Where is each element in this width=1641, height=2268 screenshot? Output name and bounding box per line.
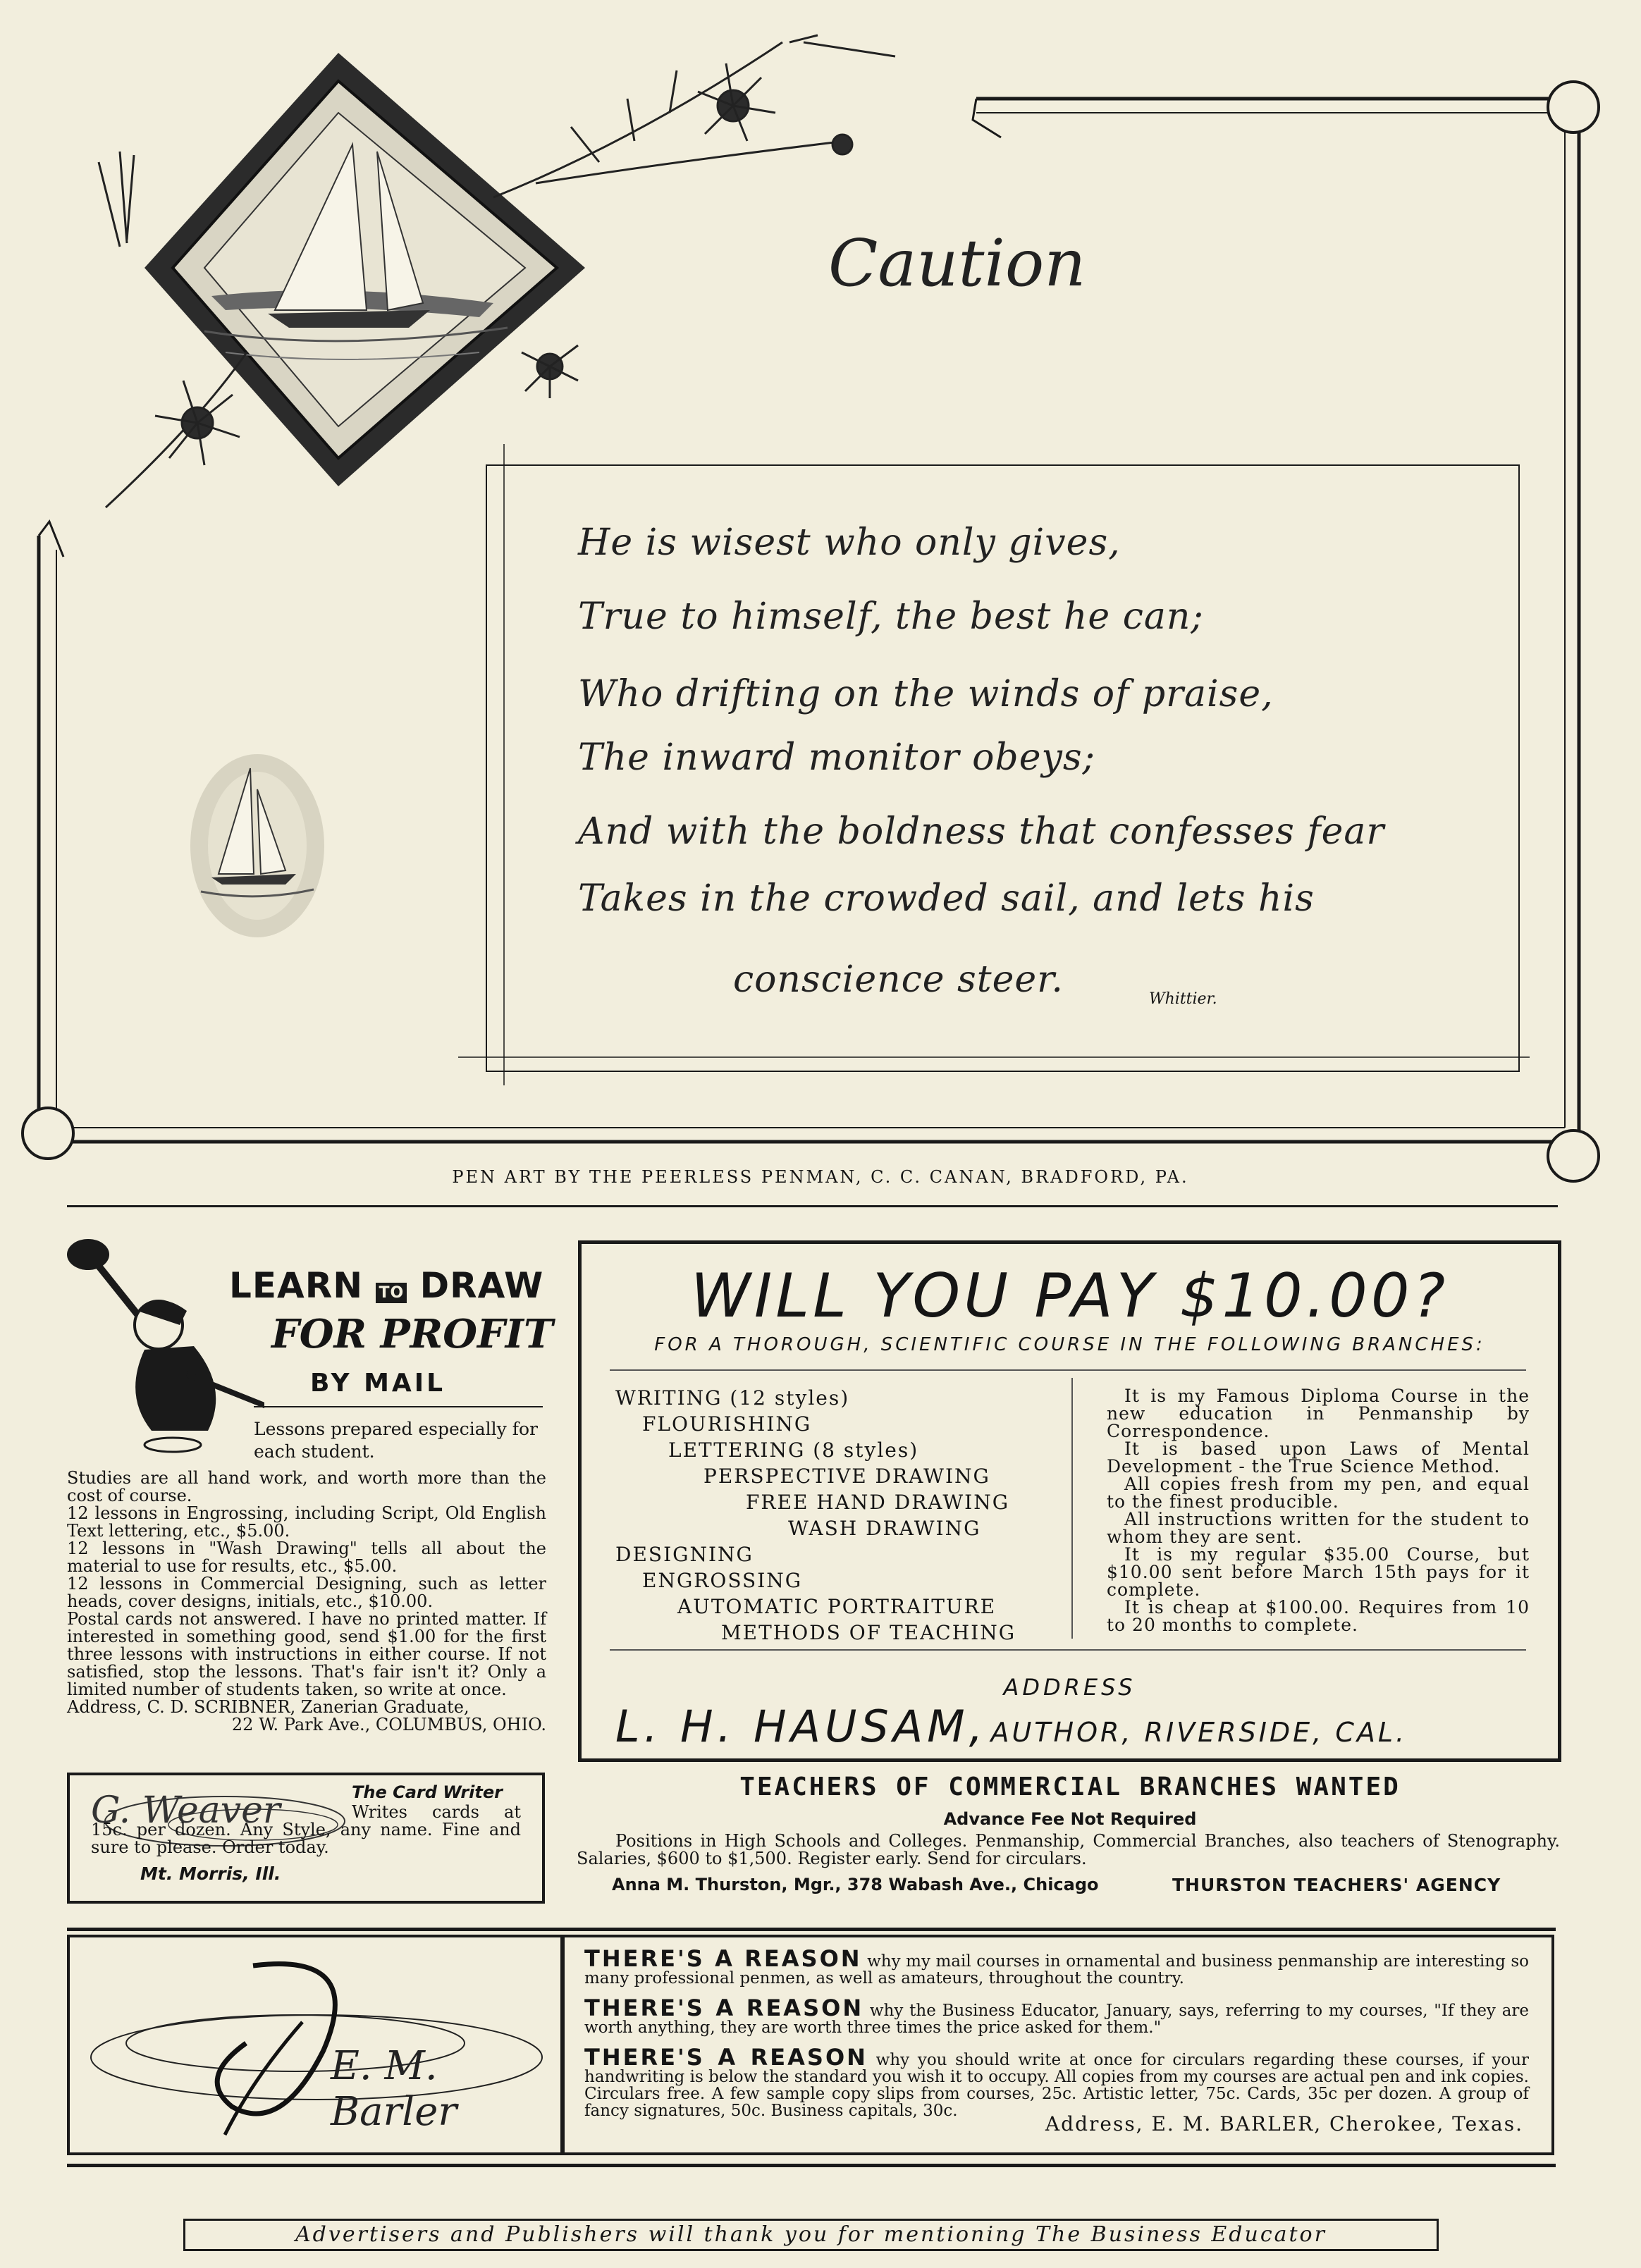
hausam-ad [578,1240,1561,1762]
card-writer-ad [67,1773,545,1904]
teachers-ad [577,1773,1563,1903]
poem-line: The inward monitor obeys; [578,737,1096,779]
scribner-paragraph: 12 lessons in Commercial Designing, such as letter heads, cover designs, initials, etc., $10.00. [67,1574,546,1611]
description-paragraph: It is based upon Laws of Mental Development - the True Science Method. [1107,1438,1530,1477]
branch-item: WASH DRAWING [788,1517,981,1540]
sailboat-oval-vignette [190,754,324,937]
poem-line: Who drifting on the winds of praise, [578,673,1274,715]
barler-signature: E. M. Barler [331,2043,457,2135]
teachers-text: Positions in High Schools and Colleges. Penmanship, Commercial Branches, also teachers of Stenography. Salaries, $600 to $1,500. Register early. Send for circulars. [577,1831,1560,1868]
barler-ad [67,1928,1556,2167]
scribner-paragraph: 12 lessons in "Wash Drawing" tells all about the material to use for results, etc., $5.00. [67,1539,546,1576]
poem-line: conscience steer. [733,959,1064,1001]
card-sample-signature: G. Weaver [91,1789,281,1832]
hausam-description [1107,1387,1530,1634]
description-paragraph: It is cheap at $100.00. Requires from 10 to 20 months to complete. [1107,1597,1530,1635]
learn-title: LEARN [229,1265,364,1306]
hausam-rule [610,1369,1526,1371]
scribner-paragraph: Postal cards not answered. I have no printed matter. If interested in something good, send $1.00 for the first three lessons with instructions in either course. If not satisfied, stop the lessons. That's fair isn't it? Only a limited number of students taken, so write at once. [67,1609,546,1699]
barler-text-panel [560,1935,1554,2155]
description-paragraph: It is my Famous Diploma Course in the new education in Penmanship by Correspondence. [1107,1386,1530,1441]
branch-item: DESIGNING [615,1543,754,1566]
hausam-address [615,1701,1407,1752]
reason-item [584,1945,1529,1987]
title-rule [254,1406,543,1407]
poem-line: And with the boldness that confesses fear [578,811,1385,853]
reason-item [584,1995,1530,2037]
poem-line: True to himself, the best he can; [578,596,1204,638]
hausam-name: L. H. HAUSAM, [615,1701,988,1752]
branch-item: LETTERING (8 styles) [668,1438,919,1462]
branch-item: PERSPECTIVE DRAWING [703,1465,990,1488]
reason-text: why you should write at once for circulars regarding these courses, if your handwriting is below the standard you wish it to occupy. All copies from my courses are actual pen and ink copies. Circulars free. A few sample copy slips from courses, 25c. Artistic letter, 75c. Cards, 35c per dozen. A group of fancy signatures, 50c. Business capitals, 30c. [584,2051,1529,2120]
branch-item: AUTOMATIC PORTRAITURE [677,1595,997,1618]
section-divider [67,1205,1558,1207]
branch-item: ENGROSSING [642,1569,803,1592]
card-writer-title: The Card Writer [352,1782,503,1802]
reason-lead: THERE'S A REASON [584,2044,868,2071]
draw-title: DRAW [419,1265,544,1306]
pen-art-caption: PEN ART BY THE PEERLESS PENMAN, C. C. CANAN, BRADFORD, PA. [452,1167,1189,1187]
scribner-address: Address, C. D. SCRIBNER, Zanerian Graduate, [67,1697,469,1717]
teachers-subhead: Advance Fee Not Required [943,1809,1197,1829]
scribner-paragraph: Studies are all hand work, and worth more than the cost of course. [67,1468,546,1505]
hausam-location: AUTHOR, RIVERSIDE, CAL. [990,1717,1408,1748]
barler-address: Address, E. M. BARLER, Cherokee, Texas. [1045,2112,1523,2136]
teachers-headline: TEACHERS OF COMMERCIAL BRANCHES WANTED [739,1773,1401,1801]
description-paragraph: All copies fresh from my pen, and equal to the finest producible. [1107,1474,1530,1512]
by-mail-title: BY MAIL [310,1369,446,1398]
hausam-rule [610,1649,1526,1651]
reason-item [584,2044,1529,2120]
scribner-body [67,1469,546,1734]
description-paragraph: It is my regular $35.00 Course, but $10.00 sent before March 15th pays for it complete. [1107,1544,1530,1600]
reason-text: why the Business Educator, January, says, referring to my courses, "If they are worth anything, they are worth three times the price asked for them." [584,2002,1530,2037]
scribner-paragraph: 12 lessons in Engrossing, including Script, Old English Text lettering, etc., $5.00. [67,1503,546,1541]
teachers-agency: THURSTON TEACHERS' AGENCY [1172,1875,1501,1895]
footer-text: Advertisers and Publishers will thank you for mentioning The Business Educator [295,2222,1327,2247]
scribner-ad [67,1233,553,1755]
for-profit-title: FOR PROFIT [271,1311,553,1357]
hausam-subhead: FOR A THOROUGH, SCIENTIFIC COURSE IN THE FOLLOWING BRANCHES: [654,1334,1485,1355]
hausam-column-divider [1071,1378,1073,1639]
card-writer-text: Writes cards at 15c. per dozen. Any Style, any name. Fine and sure to please. Order today. [91,1802,521,1857]
to-title: TO [376,1283,407,1303]
hausam-headline: WILL YOU PAY $10.00? [690,1261,1449,1331]
scribner-intro: Lessons prepared especially for each student. [254,1419,538,1462]
footer-banner [183,2219,1439,2251]
card-town: Mt. Morris, Ill. [140,1863,281,1884]
barler-signature-panel [67,1935,565,2155]
poem-line: He is wisest who only gives, [578,522,1121,564]
hausam-address-label: ADDRESS [1003,1674,1136,1701]
branch-item: FLOURISHING [642,1412,812,1436]
caution-heading: Caution [828,226,1086,301]
poem-signature: Whittier. [1149,990,1217,1008]
reason-text: why my mail courses in ornamental and business penmanship are interesting so many professional penmen, as well as amateurs, throughout the country. [584,1952,1529,1987]
branch-item: FREE HAND DRAWING [746,1491,1010,1514]
reason-lead: THERE'S A REASON [584,1995,864,2021]
branch-item: METHODS OF TEACHING [721,1621,1016,1644]
description-paragraph: All instructions written for the student to whom they are sent. [1107,1509,1530,1547]
poem-line: Takes in the crowded sail, and lets his [578,877,1315,920]
branches-list [615,1385,1016,1646]
branch-item: WRITING (12 styles) [615,1386,850,1410]
scribner-address: 22 W. Park Ave., COLUMBUS, OHIO. [231,1715,546,1734]
reason-lead: THERE'S A REASON [584,1945,862,1972]
teachers-manager: Anna M. Thurston, Mgr., 378 Wabash Ave., Chicago [612,1875,1099,1894]
